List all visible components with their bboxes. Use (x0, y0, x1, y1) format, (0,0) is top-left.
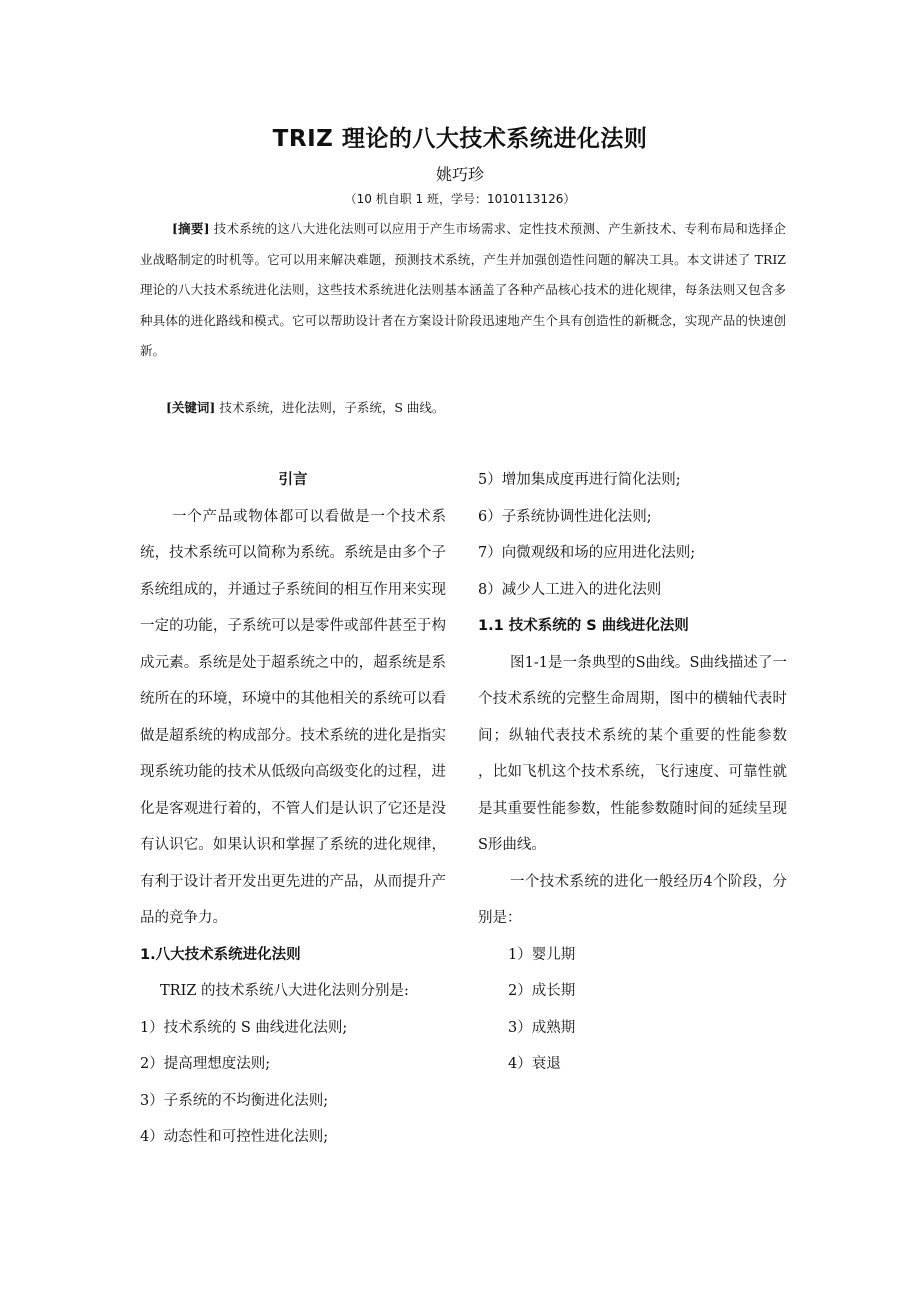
right-column (478, 462, 787, 1083)
law-item: 2）提高理想度法则; (140, 1056, 271, 1072)
intro-heading: 引言 (278, 472, 308, 488)
stage-item: 1）婴儿期 (508, 946, 576, 963)
stage-item: 2）成长期 (508, 983, 576, 999)
law-item: 3）子系统的不均衡进化法则; (140, 1092, 329, 1109)
law-item: 1）技术系统的 S 曲线进化法则; (140, 1019, 348, 1036)
abstract-label: [摘要] (172, 221, 210, 236)
author-affiliation: （10 机自职 1 班，学号：1010113126） (344, 192, 576, 206)
law-item: 8）减少人工进入的进化法则 (478, 581, 662, 598)
stage-item: 3）成熟期 (508, 1019, 576, 1036)
left-column (140, 462, 446, 1156)
author-name: 姚巧珍 (435, 165, 484, 184)
section1-heading: 1.八大技术系统进化法则 (140, 946, 301, 963)
intro-paragraph: 一个产品或物体都可以看做是一个技术系统，技术系统可以简称为系统。系统是由多个子系统组成的，并通过子系统间的相互作用来实现一定的功能，子系统可以是零件或部件甚至于构成元素。系统是处于超系统之中的，超系统是系统所在的环境，环境中的其他相关的系统可以看做是超系统的构成部分。技术系统的进化是指实现系统功能的技术从低级向高级变化的过程，进化是客观进行着的，不管人们是认识了它还是没有认识它。如果认识和掌握了系统的进化规律，有利于设计者开发出更先进的产品，从而提升产品的竞争力。 (140, 508, 446, 926)
law-item: 6）子系统协调性进化法则; (478, 508, 652, 525)
keywords (140, 393, 786, 423)
keywords-text: 技术系统，进化法则，子系统，S 曲线。 (219, 400, 445, 415)
stage-item: 4）衰退 (508, 1056, 561, 1072)
section11-paragraph: 图1-1是一条典型的S曲线。S曲线描述了一个技术系统的完整生命周期，图中的横轴代表时间；纵轴代表技术系统的某个重要的性能参数 ，比如飞机这个技术系统，飞行速度、可靠性就是其重要性能参数，性能参数随时间的延续呈现S形曲线。 (478, 654, 787, 853)
section1-intro: TRIZ 的技术系统八大进化法则分别是: (160, 983, 409, 999)
keywords-label: [关键词] (166, 400, 216, 415)
abstract-text: 技术系统的这八大进化法则可以应用于产生市场需求、定性技术预测、产生新技术、专利布局和选择企业战略制定的时机等。它可以用来解决难题，预测技术系统，产生并加强创造性问题的解决工具。本文讲述了 TRIZ 理论的八大技术系统进化法则，这些技术系统进化法则基本涵盖了各种产品核心技术的进化规律，每条法则又包含多种具体的进化路线和模式。它可以帮助设计者在方案设计阶段迅速地产生个具有创造性的新概念，实现产品的快速创新。 (140, 221, 786, 358)
paper-title: TRIZ 理论的八大技术系统进化法则 (272, 126, 648, 152)
abstract (140, 214, 786, 367)
law-item: 4）动态性和可控性进化法则; (140, 1129, 329, 1145)
stages-intro: 一个技术系统的进化一般经历4个阶段，分别是： (478, 873, 787, 926)
law-item: 7）向微观级和场的应用进化法则; (478, 545, 696, 561)
section11-heading: 1.1 技术系统的 S 曲线进化法则 (478, 618, 689, 634)
law-item: 5）增加集成度再进行简化法则; (478, 472, 681, 488)
